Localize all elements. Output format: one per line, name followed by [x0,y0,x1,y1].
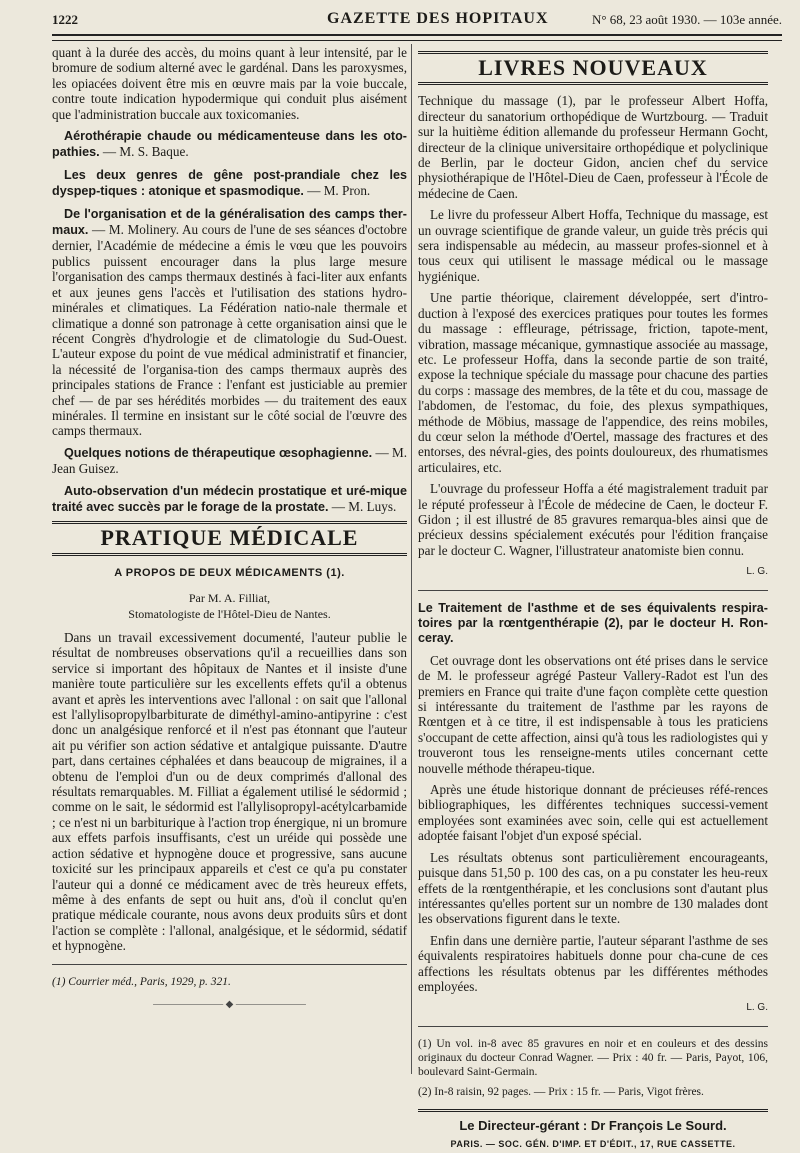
book-entry-title: Le Traitement de l'asthme et de ses équivalents respira-toires par la rœntgenthérapie (2), par le docteur H. Ron-ceray. [418,600,768,646]
journal-title: GAZETTE DES HOPITAUX [327,10,549,27]
printer-imprint: PARIS. — SOC. GÉN. D'IMP. ET D'ÉDIT., 17, RUE CASSETTE. [450,1139,736,1150]
item-text: — M. Molinery. Au cours de l'une de ses séances d'octobre dernier, l'Académie de médecine a émis le vœu que les pouvoirs publics puissent encourager dans la plus large mesure l'organisation des camps thermaux destinés à faci-liter aux enfants et aux jeunes gens l'accès et l'utilisation des stations hydro-minérales et climatiques. La Fédération natio-nale thermale et climatique a donné son patronage à cette organisation ainsi que le récent Congrès d'hydrologie et de climatologie du Sud-Ouest. L'auteur expose du point de vue médical administratif et financier, la nécessité de l'organisa-tion des camps thermaux auprès des principales stations de France : l'enfant est justiciable au premier chef — de par ses hérédités morbides — du traitement des eaux minérales. Il termine en insistant sur le côté social de l'œuvre des camps thermaux. [52,222,407,439]
item-title: Les deux genres de gêne post-prandiale chez les dyspep-tiques : atonique et spasmodique. [52,167,407,199]
book-review-paragraph: Cet ouvrage dont les observations ont été prises dans le service de M. le professeur agrégé Pasteur Vallery-Radot est l'un des premiers en France qui traite d'une façon complète cette question si intéressante du traitement de l'asthme par les rayons de Rœntgen et à ce titre, il est indispensable à tous les praticiens s'occupant de cette affection, ainsi qu'à tous les radiologistes qui y trouveront tous les renseigne-ments utiles concernant cette nouvelle méthode thérapeu-tique. [418,652,768,776]
item-author: — M. S. Baque. [102,144,189,160]
footnote-rule [52,964,407,965]
footnote: (1) Un vol. in-8 avec 85 gravures en noir et en couleurs et des dessins originaux du docteur Conrad Wagner. — Prix : 40 fr. — Paris, Payot, 106, boulevard Saint-Germain. [418,1037,768,1078]
entry-rule [418,590,768,591]
book-review-paragraph: Le livre du professeur Albert Hoffa, Technique du massage, est un ouvrage scientifique de grande valeur, un guide très précis qui sera indispensable au médecin, au masseur profes-sionnel et à tous ceux qui utilisent le massage médical ou le massage hygiénique. [418,207,768,284]
footnote-rule [418,1026,768,1027]
item-title: Aérothérapie chaude ou médicamenteuse dans les oto-pathies. [52,129,407,160]
item-author: — M. Luys. [331,498,397,514]
footnote: (2) In-8 raisin, 92 pages. — Prix : 15 fr. — Paris, Vigot frères. [418,1085,704,1098]
communication-item [52,167,407,200]
book-entry-title: Technique du massage (1), par le professeur Albert Hoffa, directeur du sanatorium orthopédique de Wurtzbourg. — Traduit sur la huitième édition allemande du professeur Hermann Gocht, directeur de la clinique universitaire orthopédique et polyclinique de Berlin, par le docteur Gidon, ancien chef du service physiothérapique de l'Hôtel-Dieu de Caen, professeur à l'École de médecine de Caen. [418,93,768,201]
article-body: Dans un travail excessivement documenté, l'auteur publie le résultat de nombreuses observations qu'il a recueillies dans son service si important des hôpitaux de Nantes et il insiste d'une manière toute particulière sur les excellents effets qu'il a obtenus avant et après les interventions avec l'allonal : on sait que l'allonal est l'allylisopropylbarbiturate de diméthyl-amino-antipyrine : c'est donc un analgésique renforcé et il n'est pas étonnant que l'auteur ait pu vérifier son action sédative et antalgique puissante. D'autre part, dans certaines céphalées et dans beaucoup de migraines, il a obtenu de l'emploi d'un ou de deux comprimés d'allonal des résultats remarquables. M. Filliat a également utilisé le sédormid ; comme on le sait, le sédormid est l'allylisopropyl-acétylcarbamide ; ce n'est ni un barbiturique à l'action trop énergique, ni un bromure aux effets parfois insuffisants, c'est un uréide qui possède une action sédative et hypnogène douce et progressive, sans aucune toxicité sur les principaux appareils et c'est ce qu'a pu constater l'auteur qui a donné ce médicament avec de très heureux effets, même à des enfants de sept ou huit ans, d'où il conclut qu'en pratique médicale courante, nous avons deux produits sûrs et dont l'action se complète : l'allonal, analgésique, et le sédormid, sédatif et hypnogène. [52,630,407,954]
communication-item [52,206,407,439]
item-title: Quelques notions de thérapeutique œsophagienne. [64,445,373,460]
footnote: (1) Courrier méd., Paris, 1929, p. 321. [52,975,231,988]
director-line: Le Directeur-gérant : Dr François Le Sourd. [418,1109,768,1133]
item-author: — M. Pron. [307,183,371,199]
header-rule [52,34,782,41]
communication-item [52,445,407,477]
item-title: De l'organisation et de la généralisation des camps ther-maux. [52,206,407,238]
section-header [52,521,407,555]
section-title: LIVRES NOUVEAUX [478,55,708,80]
book-review-paragraph: Après une étude historique donnant de précieuses réfé-rences bibliographiques, les différentes techniques successi-vement employées sont examinées avec soin, celle qui est actuellement adoptée faisant l'objet d'un exposé spécial. [418,782,768,844]
page-number: 1222 [52,12,78,27]
communication-item [52,483,407,516]
right-column [418,45,768,1153]
continued-paragraph: quant à la durée des accès, du moins quant à leur intensité, par le bromure de sodium alterné avec le gardénal. Dans les paroxysmes, les opiacées doivent être mis en œuvre mais par la voie buccale, contre toute indication hypodermique qui conduit plus aisément que l'administration buccale aux toxicomanies. [52,45,407,122]
book-review-paragraph: Une partie théorique, clairement développée, sert d'intro-duction à l'exposé des exercices pratiques pour toutes les formes du massage : effleurage, pétrissage, friction, tapote-ment, vibration, massage mécanique, gymnastique associée au massage, etc. Le professeur Hoffa, dans la seconde partie de son traité, expose la technique spéciale du massage pour chacune des parties du corps : massage des membres, de la tête et du cou, massage de l'abdomen, de l'estomac, du foie, des plexus sympathiques, méthode de Möbius, massage de l'appendice, des reins mobiles, du cœur selon la méthode d'Oertel, massage des fractures et des entorses, des névral-gies, des points douloureux, des rhumatismes articulaires, etc. [418,290,768,475]
author-affiliation: Stomatologiste de l'Hôtel-Dieu de Nantes. [128,606,331,621]
section-header [418,51,768,85]
communication-item [52,128,407,161]
page-header [52,8,782,34]
column-divider [411,44,412,1074]
reviewer-signature: L. G. [746,566,768,578]
left-column [52,45,407,1012]
item-title: Auto-observation d'un médecin prostatique et uré-mique traité avec succès par le forage de la prostate. [52,483,407,514]
issue-info: N° 68, 23 août 1930. — 103e année. [591,12,782,27]
article-title: A PROPOS DE DEUX MÉDICAMENTS (1). [114,566,345,579]
book-review-paragraph: Les résultats obtenus sont particulièrement encourageants, puisque dans 51,50 p. 100 des cas, on a pu constater les heu-reux effets de la rœntgenthérapie, et les conclusions sont d'autant plus intéressantes qu'elles portent sur un nombre de 130 malades dont les observations figurent dans le texte. [418,849,768,927]
article-byline: Par M. A. Filliat, [188,591,271,606]
section-title: PRATIQUE MÉDICALE [100,525,359,551]
book-review-paragraph: L'ouvrage du professeur Hoffa a été magistralement traduit par le réputé professeur à l'École de médecine de Caen, le docteur F. Gidon ; il est illustré de 85 gravures remarqua-bles ainsi que de précieux dessins spécialement exécutés pour l'édition française par le docteur C. Wagner, l'illustrateur anatomiste bien connu. [418,481,768,558]
item-author: — M. Jean Guisez. [52,444,408,477]
book-review-paragraph: Enfin dans une dernière partie, l'auteur séparant l'asthme de ses équivalents respiratoires habituels donne pour cha-cune de ces affections les résultats obtenus par les différentes méthodes employées. [418,932,768,994]
ornament-divider: ——————— ◆ ——————— [153,998,306,1010]
reviewer-signature: L. G. [746,1002,768,1014]
